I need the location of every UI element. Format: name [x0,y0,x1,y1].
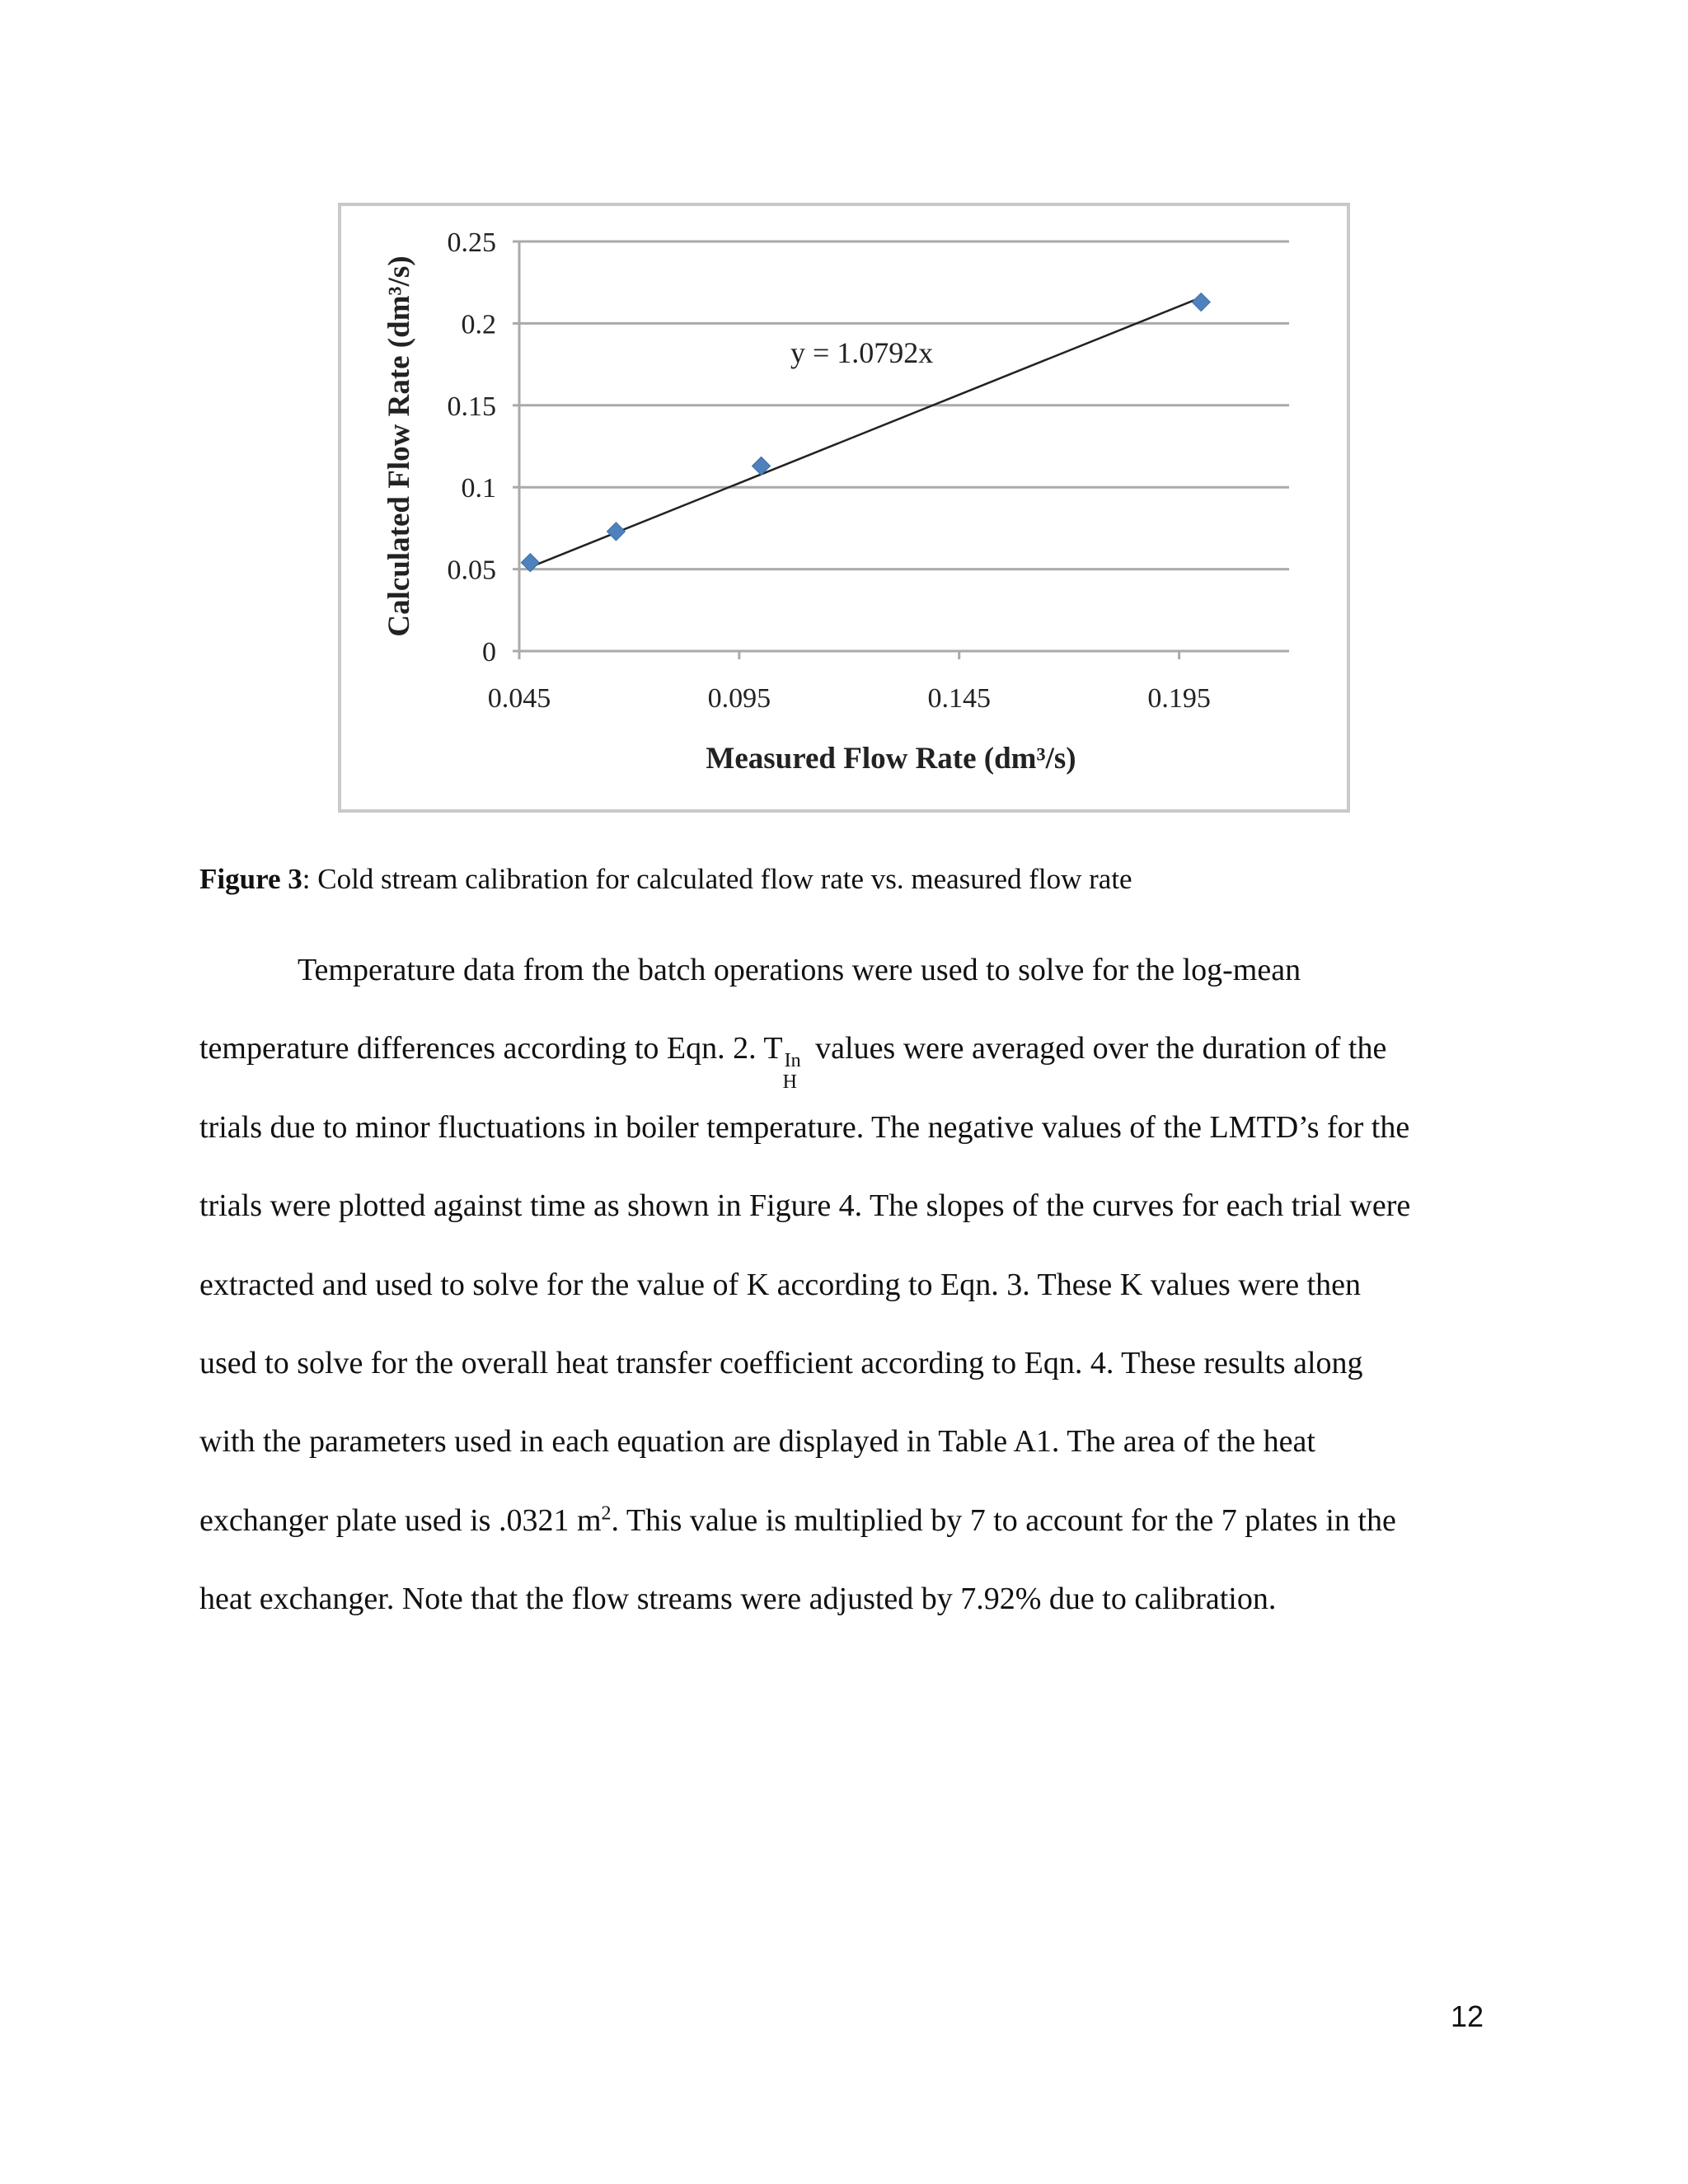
paragraph-line [199,1246,1535,1324]
paragraph-line [199,1560,1535,1638]
figure-caption-label: Figure 3 [199,863,302,895]
paragraph-line [199,1403,1535,1481]
paragraph-text: exchanger plate used is .0321 m [199,1502,602,1538]
data-point [1192,293,1210,312]
y-tick-label: 0.1 [461,473,496,504]
paragraph-line [199,1010,1535,1094]
paragraph-text: heat exchanger. Note that the flow streams were adjusted by 7.92% due to calibration. [199,1582,1277,1617]
figure-caption [199,863,1132,896]
y-axis-title: Calculated Flow Rate (dm³/s) [382,255,416,637]
paragraph-text: used to solve for the overall heat transfer coefficient according to Eqn. 4. These results along [199,1346,1363,1381]
x-tick-label: 0.145 [927,683,991,714]
axes [513,241,1289,659]
grid-lines [519,241,1289,569]
x-tick-label: 0.095 [707,683,771,714]
chart-labels [382,227,1211,776]
paragraph-line [199,931,1535,1010]
paragraph-text: Temperature data from the batch operations were used to solve for the log-mean [298,953,1301,987]
y-tick-label: 0 [482,637,496,668]
body-paragraph [199,931,1535,1639]
x-axis-title: Measured Flow Rate (dm³/s) [706,742,1076,776]
paragraph-text: trials were plotted against time as shown in Figure 4. The slopes of the curves for each trial were [199,1188,1411,1224]
x-tick-label: 0.045 [487,683,551,714]
paragraph-line [199,1167,1535,1245]
x-tick-label: 0.195 [1147,683,1211,714]
figure-chart [338,203,1350,813]
page-number: 12 [1451,1999,1484,2033]
paragraph-text: extracted and used to solve for the value of K according to Eqn. 3. These K values were then [199,1267,1362,1302]
paragraph-line [199,1324,1535,1403]
paragraph-line [199,1089,1535,1167]
paragraph-line [199,1482,1535,1560]
y-tick-label: 0.25 [447,227,496,258]
th-in-script [782,1042,808,1094]
y-tick-label: 0.2 [461,309,496,340]
paragraph-text: temperature differences according to Eqn. 2. T [199,1031,783,1066]
data-point [607,523,625,541]
y-tick-label: 0.15 [447,391,496,422]
chart-svg [341,206,1347,809]
superscript-in: In [784,1050,801,1072]
paragraph-text: trials due to minor fluctuations in boiler temperature. The negative values of the LMTD’s for the [199,1109,1410,1145]
trendline-equation: y = 1.0792x [790,336,934,369]
paragraph-text: values were averaged over the duration of the [807,1031,1387,1066]
y-tick-label: 0.05 [447,555,496,586]
paragraph-text: . This value is multiplied by 7 to account for the 7 plates in the [611,1502,1396,1538]
superscript-squared: 2 [601,1502,612,1525]
figure-caption-text: : Cold stream calibration for calculated flow rate vs. measured flow rate [302,863,1132,895]
subscript-h: H [782,1071,797,1094]
paragraph-text: with the parameters used in each equation are displayed in Table A1. The area of the heat [199,1424,1315,1460]
